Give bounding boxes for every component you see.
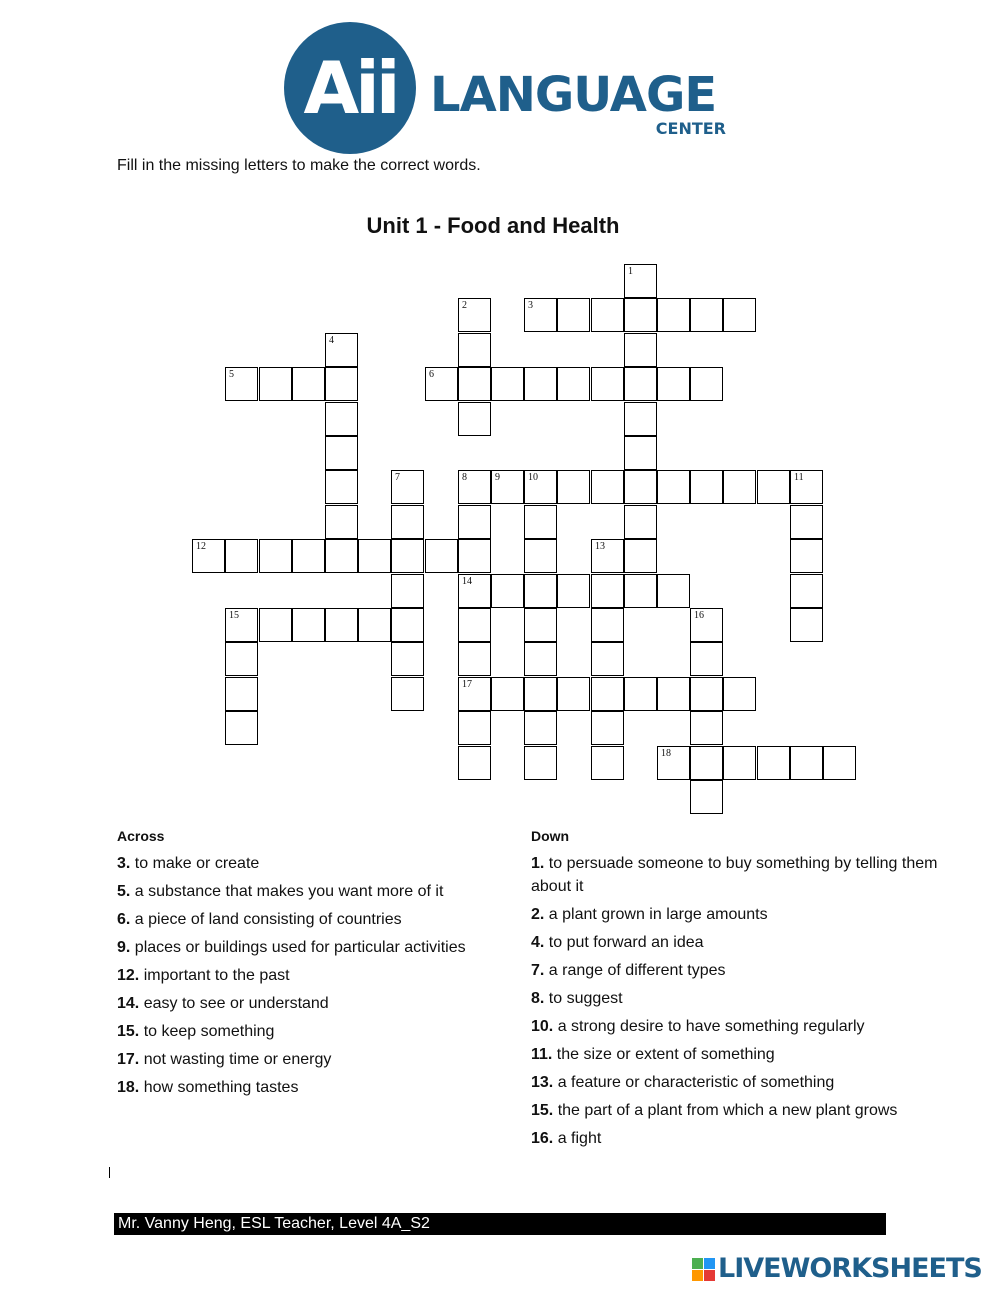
- clue-item: [531, 1099, 941, 1122]
- clue-item: [531, 931, 941, 954]
- clue-text: to make or create: [130, 855, 260, 872]
- cell-number: 3: [528, 300, 533, 311]
- liveworksheets-icon: [692, 1258, 716, 1282]
- crossword-cell[interactable]: [757, 746, 790, 780]
- logo-circle: [284, 22, 416, 154]
- crossword-cell[interactable]: [557, 677, 590, 711]
- clue-text: a range of different types: [544, 962, 726, 979]
- logo-language-text: LANGUAGE: [430, 67, 717, 123]
- crossword-cell[interactable]: [358, 608, 391, 642]
- crossword-cell[interactable]: [690, 298, 723, 332]
- crossword-cell[interactable]: [225, 677, 258, 711]
- crossword-cell[interactable]: [557, 298, 590, 332]
- clue-text: to put forward an idea: [544, 934, 704, 951]
- clue-item: [531, 959, 941, 982]
- clue-item: [531, 1043, 941, 1066]
- crossword-cell[interactable]: [259, 608, 292, 642]
- clue-number: 9.: [117, 939, 131, 956]
- logo-ai-text: Aii: [303, 46, 397, 130]
- crossword-cell[interactable]: [790, 746, 823, 780]
- crossword-cell[interactable]: [591, 367, 624, 401]
- across-clue-list: [117, 852, 507, 1099]
- crossword-cell[interactable]: [391, 642, 424, 676]
- cell-number: 6: [429, 369, 434, 380]
- crossword-cell[interactable]: [557, 367, 590, 401]
- crossword-cell[interactable]: [591, 642, 624, 676]
- crossword-cell[interactable]: [524, 574, 557, 608]
- crossword-cell[interactable]: [790, 539, 823, 573]
- clue-item: [117, 852, 507, 875]
- crossword-cell[interactable]: [524, 505, 557, 539]
- crossword-cell[interactable]: [524, 677, 557, 711]
- crossword-cell[interactable]: [325, 539, 358, 573]
- logo-center-text: CENTER: [655, 119, 726, 138]
- cell-number: 17: [462, 679, 472, 690]
- crossword-cell[interactable]: [458, 746, 491, 780]
- crossword-cell[interactable]: [624, 298, 657, 332]
- clue-item: [531, 987, 941, 1010]
- crossword-cell[interactable]: [225, 367, 258, 401]
- crossword-cell[interactable]: [624, 264, 657, 298]
- crossword-cell[interactable]: [458, 574, 491, 608]
- crossword-cell[interactable]: [524, 608, 557, 642]
- clue-text: not wasting time or energy: [139, 1051, 332, 1068]
- crossword-cell[interactable]: [624, 574, 657, 608]
- crossword-cell[interactable]: [225, 539, 258, 573]
- cell-number: 2: [462, 300, 467, 311]
- puzzle-title: Unit 1 - Food and Health: [366, 213, 620, 238]
- crossword-cell[interactable]: [657, 746, 690, 780]
- lw-block: [704, 1258, 715, 1269]
- clue-text: a strong desire to have something regularly: [553, 1018, 865, 1035]
- clue-number: 18.: [117, 1079, 140, 1096]
- crossword-cell[interactable]: [524, 367, 557, 401]
- crossword-cell[interactable]: [259, 539, 292, 573]
- language-center-logo: [284, 22, 734, 154]
- crossword-cell[interactable]: [292, 539, 325, 573]
- cell-number: 5: [229, 369, 234, 380]
- clue-item: [531, 1127, 941, 1150]
- liveworksheets-text: LIVEWORKSHEETS: [718, 1253, 982, 1284]
- crossword-cell[interactable]: [624, 436, 657, 470]
- crossword-cell[interactable]: [491, 367, 524, 401]
- lw-block: [692, 1258, 703, 1269]
- clue-number: 7.: [531, 962, 545, 979]
- down-clues: [531, 828, 941, 1155]
- crossword-cell[interactable]: [391, 505, 424, 539]
- crossword-cell[interactable]: [624, 367, 657, 401]
- crossword-cell[interactable]: [524, 298, 557, 332]
- crossword-cell[interactable]: [591, 470, 624, 504]
- lw-block: [704, 1270, 715, 1281]
- crossword-cell[interactable]: [624, 402, 657, 436]
- crossword-cell[interactable]: [325, 505, 358, 539]
- crossword-cell[interactable]: [491, 574, 524, 608]
- crossword-cell[interactable]: [391, 608, 424, 642]
- clue-item: [117, 1020, 507, 1043]
- crossword-cell[interactable]: [458, 711, 491, 745]
- crossword-cell[interactable]: [458, 367, 491, 401]
- clue-text: to suggest: [544, 990, 623, 1007]
- crossword-cell[interactable]: [657, 574, 690, 608]
- cell-number: 12: [196, 541, 206, 552]
- crossword-cell[interactable]: [624, 539, 657, 573]
- crossword-cell[interactable]: [524, 746, 557, 780]
- clue-number: 5.: [117, 883, 131, 900]
- crossword-cell[interactable]: [225, 711, 258, 745]
- crossword-cell[interactable]: [458, 298, 491, 332]
- crossword-cell[interactable]: [790, 505, 823, 539]
- footer-text: Mr. Vanny Heng, ESL Teacher, Level 4A_S2: [118, 1215, 430, 1232]
- crossword-cell[interactable]: [690, 367, 723, 401]
- cell-number: 13: [595, 541, 605, 552]
- clue-number: 6.: [117, 911, 131, 928]
- crossword-cell[interactable]: [391, 470, 424, 504]
- crossword-cell[interactable]: [690, 642, 723, 676]
- clue-number: 4.: [531, 934, 545, 951]
- clue-text: the part of a plant from which a new plant grows: [553, 1102, 898, 1119]
- clue-item: [117, 880, 507, 903]
- crossword-cell[interactable]: [690, 711, 723, 745]
- clue-number: 15.: [117, 1023, 140, 1040]
- crossword-cell[interactable]: [391, 677, 424, 711]
- crossword-cell[interactable]: [391, 574, 424, 608]
- crossword-cell[interactable]: [458, 333, 491, 367]
- crossword-cell[interactable]: [790, 574, 823, 608]
- crossword-cell[interactable]: [790, 608, 823, 642]
- crossword-cell[interactable]: [524, 539, 557, 573]
- clue-text: easy to see or understand: [139, 995, 329, 1012]
- crossword-cell[interactable]: [491, 470, 524, 504]
- cell-number: 14: [462, 576, 472, 587]
- crossword-cell[interactable]: [292, 608, 325, 642]
- crossword-cell[interactable]: [292, 367, 325, 401]
- crossword-cell[interactable]: [591, 574, 624, 608]
- crossword-cell[interactable]: [557, 470, 590, 504]
- clue-text: a fight: [553, 1130, 602, 1147]
- crossword-cell[interactable]: [591, 298, 624, 332]
- across-heading: Across: [117, 828, 165, 844]
- crossword-cell[interactable]: [723, 298, 756, 332]
- clue-text: places or buildings used for particular activities: [130, 939, 466, 956]
- crossword-cell[interactable]: [591, 746, 624, 780]
- crossword-cell[interactable]: [425, 367, 458, 401]
- crossword-cell[interactable]: [690, 746, 723, 780]
- clue-number: 3.: [117, 855, 131, 872]
- clue-item: [117, 964, 507, 987]
- clue-text: a plant grown in large amounts: [544, 906, 768, 923]
- crossword-cell[interactable]: [557, 574, 590, 608]
- crossword-cell[interactable]: [458, 608, 491, 642]
- crossword-cell[interactable]: [524, 470, 557, 504]
- cell-number: 11: [794, 472, 804, 483]
- crossword-cell[interactable]: [690, 608, 723, 642]
- lw-block: [692, 1270, 703, 1281]
- clue-item: [117, 1076, 507, 1099]
- clue-number: 14.: [117, 995, 140, 1012]
- crossword-cell[interactable]: [192, 539, 225, 573]
- cell-number: 8: [462, 472, 467, 483]
- crossword-cell[interactable]: [657, 298, 690, 332]
- crossword-cell[interactable]: [690, 780, 723, 814]
- clue-text: a substance that makes you want more of it: [130, 883, 444, 900]
- down-clue-list: [531, 852, 941, 1150]
- crossword-cell[interactable]: [524, 642, 557, 676]
- clue-number: 16.: [531, 1130, 554, 1147]
- crossword-cell[interactable]: [591, 539, 624, 573]
- clue-number: 12.: [117, 967, 140, 984]
- crossword-cell[interactable]: [491, 677, 524, 711]
- crossword-cell[interactable]: [225, 642, 258, 676]
- crossword-cell[interactable]: [823, 746, 856, 780]
- cell-number: 9: [495, 472, 500, 483]
- clue-item: [531, 903, 941, 926]
- clue-item: [531, 1071, 941, 1094]
- crossword-cell[interactable]: [358, 539, 391, 573]
- crossword-cell[interactable]: [325, 333, 358, 367]
- clue-text: how something tastes: [139, 1079, 299, 1096]
- clue-number: 11.: [531, 1046, 553, 1063]
- crossword-cell[interactable]: [458, 470, 491, 504]
- cell-number: 10: [528, 472, 538, 483]
- clue-number: 1.: [531, 855, 545, 872]
- cell-number: 7: [395, 472, 400, 483]
- crossword-cell[interactable]: [690, 677, 723, 711]
- cell-number: 4: [329, 335, 334, 346]
- cell-number: 15: [229, 610, 239, 621]
- cell-number: 16: [694, 610, 704, 621]
- crossword-cell[interactable]: [690, 470, 723, 504]
- clue-item: [117, 1048, 507, 1071]
- crossword-cell[interactable]: [657, 367, 690, 401]
- crossword-cell[interactable]: [591, 677, 624, 711]
- crossword-cell[interactable]: [325, 402, 358, 436]
- clue-text: a feature or characteristic of something: [553, 1074, 835, 1091]
- crossword-cell[interactable]: [225, 608, 258, 642]
- clue-item: [117, 936, 507, 959]
- clue-text: a piece of land consisting of countries: [130, 911, 402, 928]
- crossword-cell[interactable]: [458, 642, 491, 676]
- crossword-cell[interactable]: [657, 677, 690, 711]
- clue-text: to persuade someone to buy something by telling them about it: [531, 855, 938, 895]
- crossword-cell[interactable]: [591, 711, 624, 745]
- crossword-cell[interactable]: [657, 470, 690, 504]
- across-clues: [117, 828, 507, 1104]
- crossword-cell[interactable]: [425, 539, 458, 573]
- crossword-cell[interactable]: [591, 608, 624, 642]
- down-heading: Down: [531, 828, 570, 844]
- crossword-cell[interactable]: [624, 677, 657, 711]
- crossword-cell[interactable]: [458, 539, 491, 573]
- clue-text: to keep something: [139, 1023, 275, 1040]
- instructions: Fill in the missing letters to make the correct words.: [117, 157, 481, 174]
- clue-item: [117, 992, 507, 1015]
- crossword-cell[interactable]: [624, 470, 657, 504]
- clue-item: [531, 1015, 941, 1038]
- cell-number: 1: [628, 266, 633, 277]
- crossword-cell[interactable]: [458, 402, 491, 436]
- crossword-cell[interactable]: [458, 677, 491, 711]
- clue-number: 8.: [531, 990, 545, 1007]
- crossword-cell[interactable]: [259, 367, 292, 401]
- page-mark: [109, 1167, 110, 1178]
- crossword-cell[interactable]: [325, 470, 358, 504]
- crossword-cell[interactable]: [723, 470, 756, 504]
- crossword-cell[interactable]: [790, 470, 823, 504]
- crossword-cell[interactable]: [723, 677, 756, 711]
- crossword-cell[interactable]: [723, 746, 756, 780]
- clue-number: 2.: [531, 906, 545, 923]
- crossword-cell[interactable]: [624, 333, 657, 367]
- crossword-cell[interactable]: [325, 367, 358, 401]
- crossword-cell[interactable]: [325, 436, 358, 470]
- crossword-cell[interactable]: [524, 711, 557, 745]
- crossword-cell[interactable]: [325, 608, 358, 642]
- footer-bar: [114, 1213, 886, 1235]
- cell-number: 18: [661, 748, 671, 759]
- crossword-cell[interactable]: [757, 470, 790, 504]
- clue-number: 17.: [117, 1051, 140, 1068]
- clue-text: the size or extent of something: [552, 1046, 775, 1063]
- clue-number: 13.: [531, 1074, 554, 1091]
- crossword-cell[interactable]: [391, 539, 424, 573]
- clue-text: important to the past: [139, 967, 290, 984]
- crossword-cell[interactable]: [624, 505, 657, 539]
- clue-item: [117, 908, 507, 931]
- clue-item: [531, 852, 941, 898]
- crossword-cell[interactable]: [458, 505, 491, 539]
- clue-number: 15.: [531, 1102, 554, 1119]
- clue-number: 10.: [531, 1018, 554, 1035]
